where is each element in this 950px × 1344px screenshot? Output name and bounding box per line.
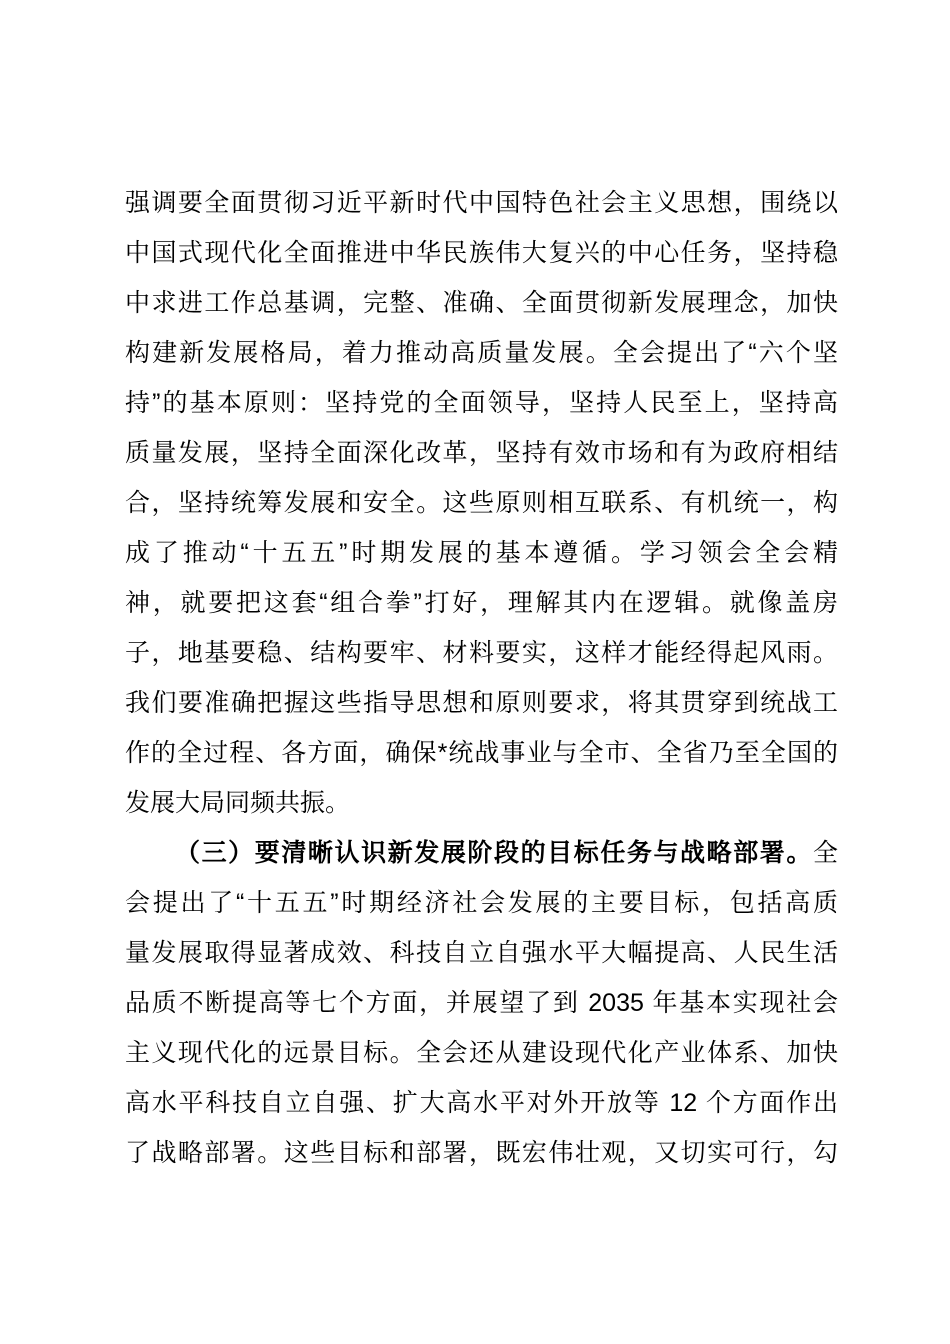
document-line xyxy=(125,278,838,328)
document-line xyxy=(125,878,838,928)
document-line xyxy=(125,178,838,228)
document-line xyxy=(125,628,838,678)
body-text: 合，坚持统筹发展和安全。这些原则相互联系、有机统一，构 xyxy=(125,489,838,517)
body-text: 高水平科技自立自强、扩大高水平对外开放等 12 个方面作出 xyxy=(125,1089,838,1117)
document-line xyxy=(125,478,838,528)
body-text: 持”的基本原则：坚持党的全面领导，坚持人民至上，坚持高 xyxy=(125,389,838,417)
body-text: 发展大局同频共振。 xyxy=(125,789,351,817)
body-text: 子，地基要稳、结构要牢、材料要实，这样才能经得起风雨。 xyxy=(125,639,838,667)
document-line xyxy=(125,228,838,278)
body-text: 质量发展，坚持全面深化改革，坚持有效市场和有为政府相结 xyxy=(125,439,838,467)
body-text: 中国式现代化全面推进中华民族伟大复兴的中心任务，坚持稳 xyxy=(125,239,838,267)
paragraph-heading-line xyxy=(125,828,838,878)
body-text: 成了推动“十五五”时期发展的基本遵循。学习领会全会精 xyxy=(125,539,838,567)
document-line xyxy=(125,528,838,578)
document-line xyxy=(125,928,838,978)
body-text: 作的全过程、各方面，确保*统战事业与全市、全省乃至全国的 xyxy=(125,739,838,767)
document-line xyxy=(125,678,838,728)
document-line xyxy=(125,328,838,378)
body-text: 全 xyxy=(812,839,838,867)
body-text: 中求进工作总基调，完整、准确、全面贯彻新发展理念，加快 xyxy=(125,289,838,317)
body-text: 强调要全面贯彻习近平新时代中国特色社会主义思想，围绕以 xyxy=(125,189,838,217)
body-text: 我们要准确把握这些指导思想和原则要求，将其贯穿到统战工 xyxy=(125,689,838,717)
body-text: 神，就要把这套“组合拳”打好，理解其内在逻辑。就像盖房 xyxy=(125,589,838,617)
document-line xyxy=(125,1128,838,1178)
body-text: 了战略部署。这些目标和部署，既宏伟壮观，又切实可行，勾 xyxy=(125,1139,838,1167)
body-text: 品质不断提高等七个方面，并展望了到 2035 年基本实现社会 xyxy=(125,989,838,1017)
text-block xyxy=(125,178,838,1178)
body-text: 构建新发展格局，着力推动高质量发展。全会提出了“六个坚 xyxy=(125,339,838,367)
body-text: 量发展取得显著成效、科技自立自强水平大幅提高、人民生活 xyxy=(125,939,838,967)
document-line xyxy=(125,728,838,778)
document-line xyxy=(125,1078,838,1128)
document-line xyxy=(125,978,838,1028)
body-text: 主义现代化的远景目标。全会还从建设现代化产业体系、加快 xyxy=(125,1039,838,1067)
document-line xyxy=(125,428,838,478)
document-line xyxy=(125,578,838,628)
document-line xyxy=(125,378,838,428)
body-text: 会提出了“十五五”时期经济社会发展的主要目标，包括高质 xyxy=(125,889,838,917)
document-line xyxy=(125,778,838,828)
document-line xyxy=(125,1028,838,1078)
heading-bold-text: （三）要清晰认识新发展阶段的目标任务与战略部署。 xyxy=(175,839,813,867)
